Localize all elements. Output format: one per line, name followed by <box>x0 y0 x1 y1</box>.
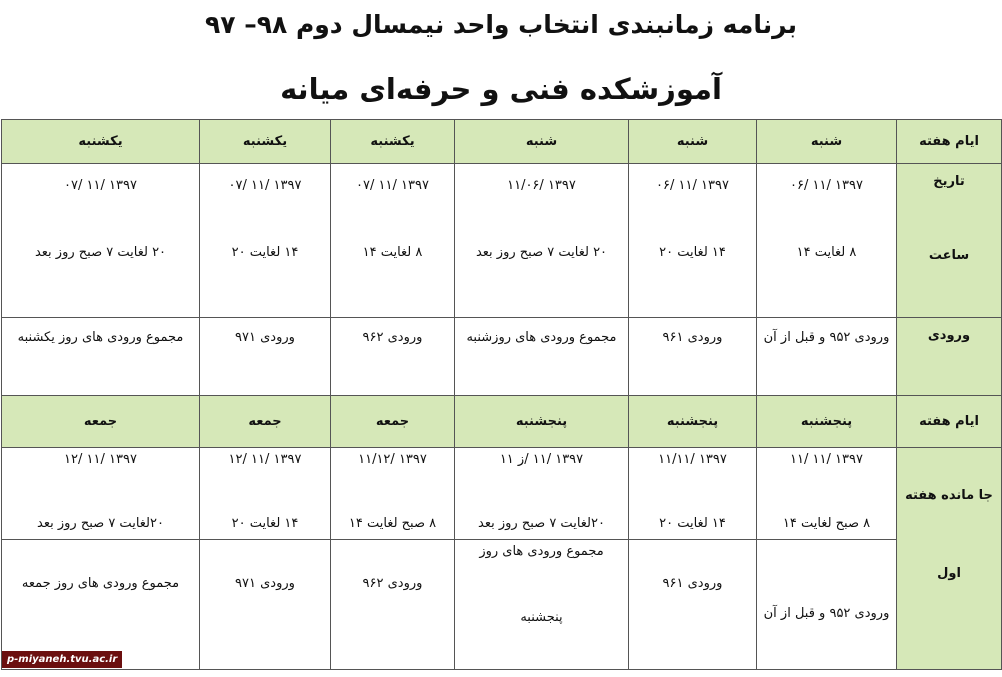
week1-header-row <box>2 120 1002 164</box>
day-header: پنجشنبه <box>455 396 629 448</box>
leftover-label-line1: جا مانده هفته <box>905 488 993 503</box>
day-header: یکشنبه <box>200 120 331 164</box>
entry-value-line1: مجموع ورودی های روز <box>479 544 604 559</box>
entry-cell <box>455 318 629 396</box>
leftover-label-line2: اول <box>937 566 961 581</box>
schedule-cell <box>2 448 200 540</box>
time-value: ۱۴ لغایت ۲۰ <box>231 245 299 260</box>
week1-datetime-row <box>2 164 1002 318</box>
day-header: یکشنبه <box>2 120 200 164</box>
schedule-cell <box>331 448 455 540</box>
schedule-cell <box>200 448 331 540</box>
weekday-label: ایام هفته <box>897 120 1002 164</box>
entry-value: مجموع ورودی های روزشنبه <box>466 330 617 345</box>
entry-cell <box>2 318 200 396</box>
date-value: ۱۳۹۷ /۱۱/۱۲ <box>358 452 427 467</box>
time-value: ۲۰ لغایت ۷ صبح روز بعد <box>475 245 608 260</box>
time-value: ۲۰لغایت ۷ صبح روز بعد <box>37 516 164 531</box>
entry-value: ورودی ۹۶۲ <box>362 576 423 591</box>
schedule-cell <box>629 164 757 318</box>
entry-value: ورودی ۹۷۱ <box>235 576 295 591</box>
entry-value: ورودی ۹۵۲ و قبل از آن <box>763 330 890 345</box>
entry-cell <box>455 540 629 670</box>
date-value: ۱۳۹۷ /۱۱ /۰۷ <box>64 178 137 193</box>
time-value: ۱۴ لغایت ۲۰ <box>659 516 726 531</box>
entry-value: ورودی ۹۵۲ و قبل از آن <box>763 606 890 621</box>
schedule-table <box>1 119 1002 670</box>
date-value: ۱۳۹۷ /۱۱ /۱۲ <box>64 452 137 467</box>
time-value: ۸ لغایت ۱۴ <box>796 245 857 260</box>
time-value: ۲۰لغایت ۷ صبح روز بعد <box>478 516 605 531</box>
schedule-cell <box>455 164 629 318</box>
time-value: ۸ لغایت ۱۴ <box>362 245 423 260</box>
entry-value: مجموع ورودی های روز یکشنبه <box>17 330 184 345</box>
schedule-cell <box>455 448 629 540</box>
entry-cell <box>331 540 455 670</box>
day-header: شنبه <box>455 120 629 164</box>
time-label: ساعت <box>928 248 970 263</box>
date-time-label <box>897 164 1002 318</box>
entry-cell <box>757 318 897 396</box>
date-value: ۱۳۹۷ /۱۱/۱۱ <box>658 452 727 467</box>
entry-label: ورودی <box>927 328 971 343</box>
entry-cell <box>757 540 897 670</box>
date-value: ۱۳۹۷ /۱۱ /۰۷ <box>228 178 302 193</box>
page-subtitle: آموزشکده فنی و حرفه‌ای میانه <box>280 72 722 106</box>
date-value: ۱۳۹۷ /۱۱ /۱۱ <box>790 452 863 467</box>
entry-value: ورودی ۹۶۱ <box>662 576 723 591</box>
time-value: ۸ صبح لغایت ۱۴ <box>782 516 871 531</box>
time-value: ۱۴ لغایت ۲۰ <box>231 516 299 531</box>
day-header: جمعه <box>2 396 200 448</box>
schedule-cell <box>200 164 331 318</box>
day-header: شنبه <box>629 120 757 164</box>
entry-cell <box>200 318 331 396</box>
entry-value: ورودی ۹۶۱ <box>662 330 723 345</box>
entry-cell <box>629 318 757 396</box>
entry-cell <box>629 540 757 670</box>
day-header: پنجشنبه <box>629 396 757 448</box>
time-value: ۸ صبح لغایت ۱۴ <box>348 516 437 531</box>
day-header: جمعه <box>200 396 331 448</box>
day-header: یکشنبه <box>331 120 455 164</box>
date-value: ۱۳۹۷ /۱۱ /۱۲ <box>228 452 302 467</box>
week1-entry-row <box>2 318 1002 396</box>
entry-value: مجموع ورودی های روز جمعه <box>21 576 180 591</box>
leftover-label-cell <box>897 448 1002 670</box>
weekday-label: ایام هفته <box>897 396 1002 448</box>
date-value: ۱۳۹۷ /۱۱/۰۶ <box>507 178 576 193</box>
week2-header-row <box>2 396 1002 448</box>
time-value: ۲۰ لغایت ۷ صبح روز بعد <box>34 245 167 260</box>
page-title: برنامه زمانبندی انتخاب واحد نیمسال دوم ۹۸– ۹۷ <box>204 10 798 39</box>
schedule-cell <box>629 448 757 540</box>
entry-value: ورودی ۹۶۲ <box>362 330 423 345</box>
entry-value-line2: پنجشنبه <box>520 610 563 625</box>
week2-datetime-row <box>2 448 1002 540</box>
day-header: شنبه <box>757 120 897 164</box>
schedule-cell <box>331 164 455 318</box>
week2-entry-row <box>2 540 1002 670</box>
schedule-cell <box>2 164 200 318</box>
date-value: ۱۳۹۷ /۱۱ /۰۶ <box>656 178 729 193</box>
entry-value: ورودی ۹۷۱ <box>235 330 295 345</box>
watermark-badge: p-miyaneh.tvu.ac.ir <box>2 651 122 668</box>
schedule-cell <box>757 164 897 318</box>
date-value: ۱۳۹۷ /۱۱ /ز ۱۱ <box>499 452 584 467</box>
day-header: جمعه <box>331 396 455 448</box>
entry-label-cell <box>897 318 1002 396</box>
date-label: تاریخ <box>933 174 965 189</box>
entry-cell <box>331 318 455 396</box>
day-header: پنجشنبه <box>757 396 897 448</box>
date-value: ۱۳۹۷ /۱۱ /۰۷ <box>356 178 429 193</box>
entry-cell <box>200 540 331 670</box>
date-value: ۱۳۹۷ /۱۱ /۰۶ <box>790 178 863 193</box>
schedule-cell <box>757 448 897 540</box>
time-value: ۱۴ لغایت ۲۰ <box>659 245 726 260</box>
entry-cell <box>2 540 200 670</box>
